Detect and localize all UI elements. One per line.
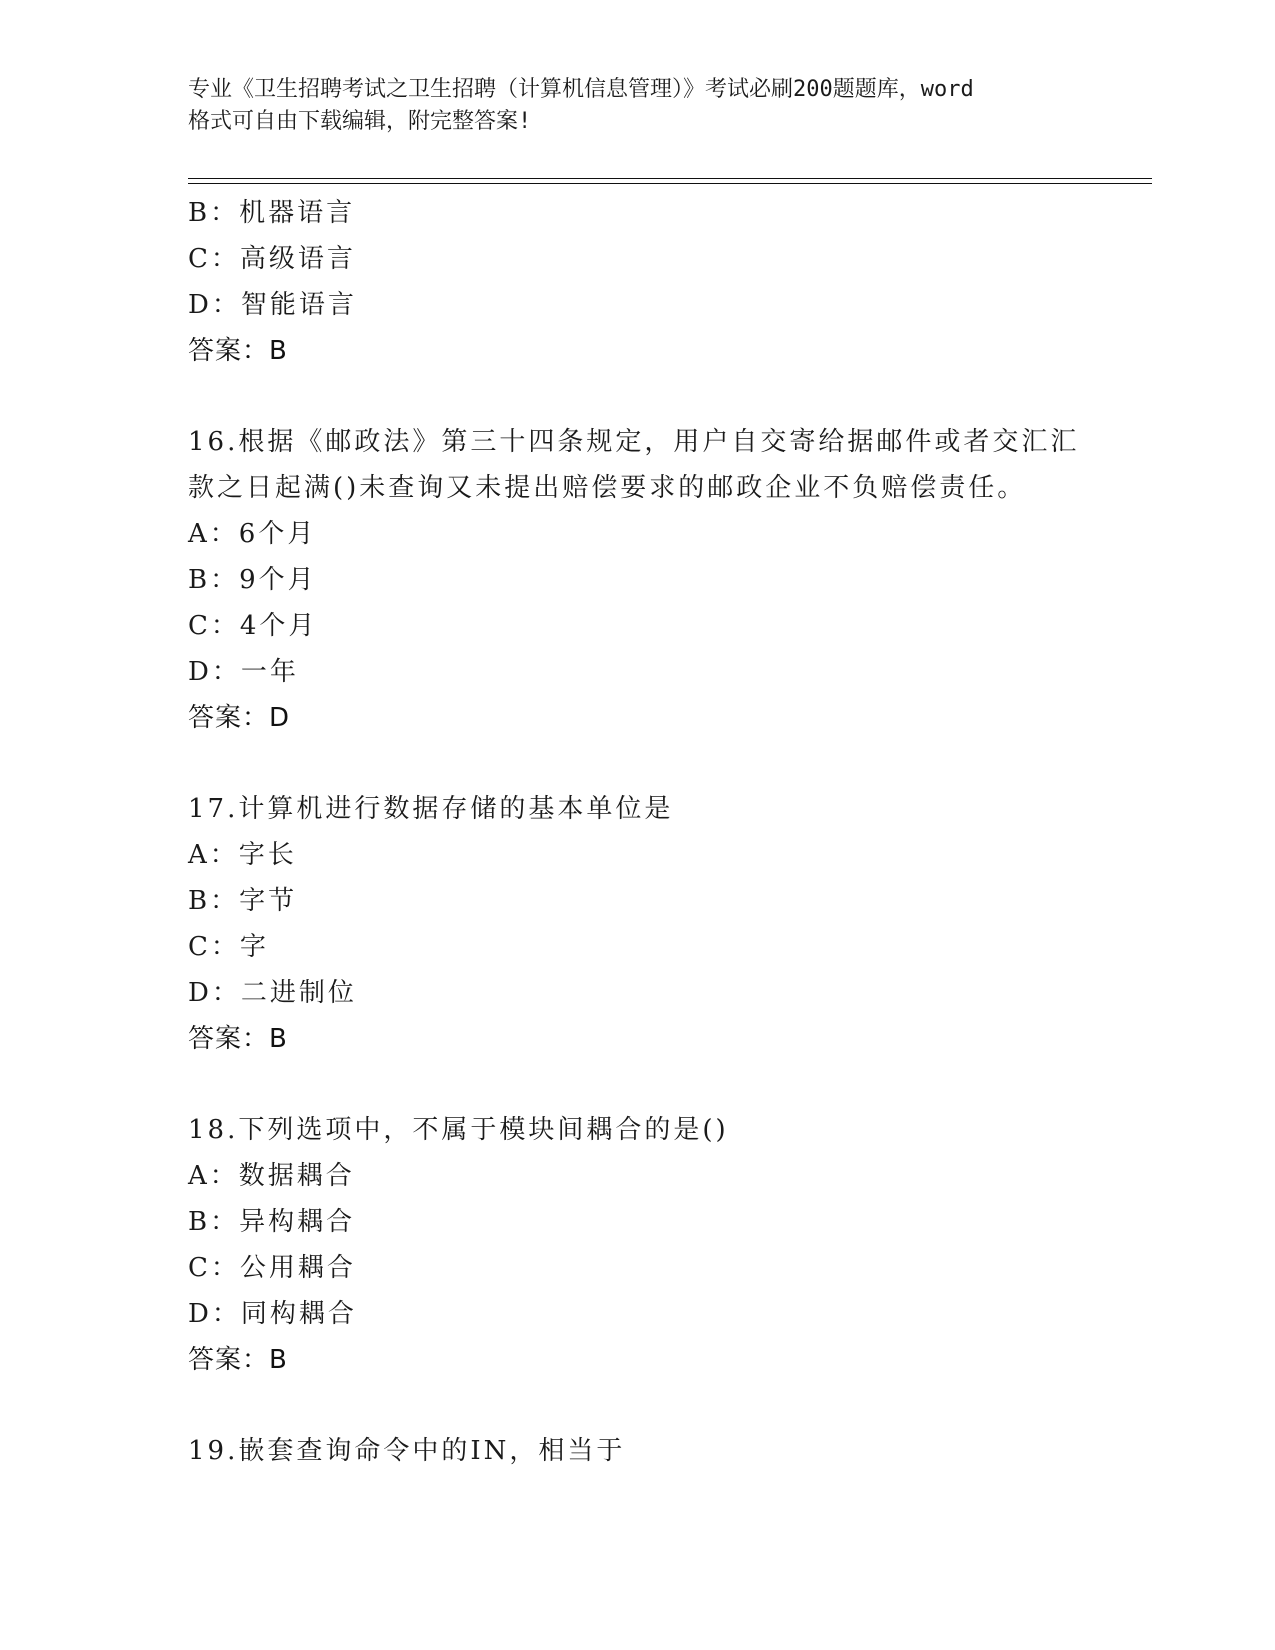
question-19: [188, 1428, 1128, 1474]
answer: 答案：B: [188, 1024, 288, 1054]
option-c: C：字: [188, 932, 269, 962]
answer: 答案：B: [188, 336, 288, 366]
option-d: D：智能语言: [188, 290, 357, 320]
option-a: A：6个月: [188, 519, 317, 549]
option-c: C：公用耦合: [188, 1253, 356, 1283]
option-b: B：9个月: [188, 565, 317, 595]
option-d: D：同构耦合: [188, 1299, 357, 1329]
question-text-line-2: 款之日起满()未查询又未提出赔偿要求的邮政企业不负赔偿责任。: [188, 473, 1027, 503]
question-list: [188, 190, 1128, 1474]
option-d: D：一年: [188, 657, 299, 687]
header-divider-top: [188, 178, 1152, 179]
question-16: [188, 419, 1128, 741]
answer: 答案：D: [188, 703, 291, 733]
question-text-line-1: 16.根据《邮政法》第三十四条规定，用户自交寄给据邮件或者交汇汇: [188, 427, 1080, 457]
question-15-continued: [188, 190, 1128, 374]
document-header: [188, 74, 1088, 138]
question-17: [188, 786, 1128, 1062]
option-c: C：4个月: [188, 611, 318, 641]
question-text: 19.嵌套查询命令中的IN，相当于: [188, 1436, 626, 1466]
option-b: B：机器语言: [188, 198, 356, 228]
option-c: C：高级语言: [188, 244, 356, 274]
option-a: A：数据耦合: [188, 1161, 355, 1191]
header-line-1: 专业《卫生招聘考试之卫生招聘（计算机信息管理）》考试必刷200题题库，word: [188, 77, 974, 102]
answer: 答案：B: [188, 1345, 288, 1375]
option-a: A：字长: [188, 840, 297, 870]
option-b: B：异构耦合: [188, 1207, 356, 1237]
question-18: [188, 1107, 1128, 1383]
header-line-2: 格式可自由下载编辑，附完整答案!: [188, 109, 532, 134]
header-divider-bottom: [188, 183, 1152, 184]
question-text: 18.下列选项中，不属于模块间耦合的是(): [188, 1115, 729, 1145]
option-d: D：二进制位: [188, 978, 357, 1008]
question-text: 17.计算机进行数据存储的基本单位是: [188, 794, 674, 824]
option-b: B：字节: [188, 886, 298, 916]
